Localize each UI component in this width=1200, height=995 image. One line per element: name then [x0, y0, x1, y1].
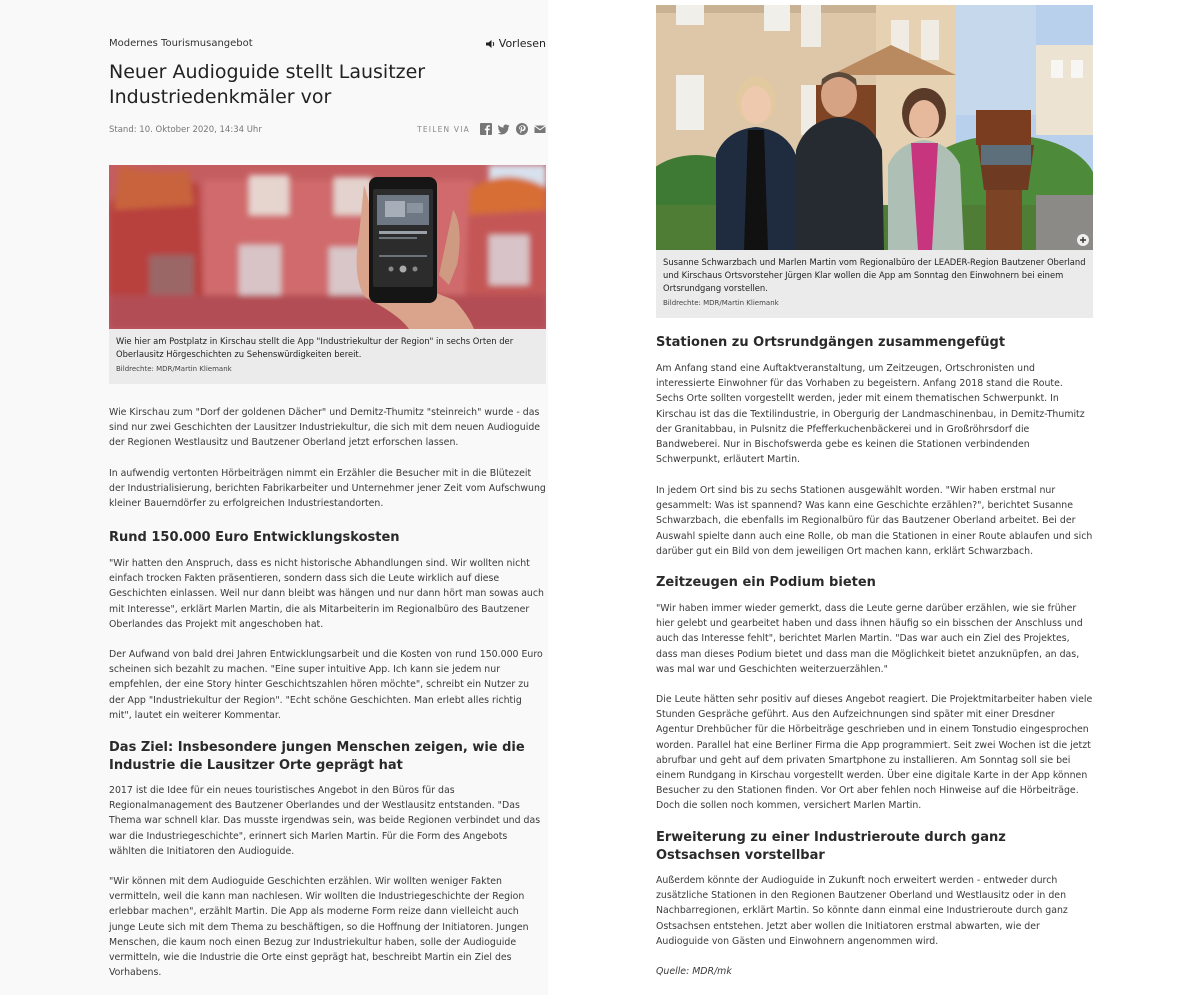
paragraph: Die Leute hätten sehr positiv auf dieses Angebot reagiert. Die Projektmitarbeiter haben viele Stunden Gespräche geführt. Aus den Aufzeichnungen sind später mit einer Dresdner Agentur Drehbücher für die Hörbeiträge geschrieben und in einem Tonstudio eingesprochen worden. Parallel hat eine Berliner Firma die App programmiert. Seit zwei Wochen ist die jetzt abrufbar und geht auf dem privaten Smartphone zu installieren. Am Sonntag soll sie bei einem Rundgang in Kirschau vorgestellt werden. Über eine digitale Karte in der App können Besucher zu den Stationen finden. Vor Ort aber fehlen noch Hinweise auf die Hörbeiträge. Doch die sollen noch kommen, versichert Marlen Martin.	[656, 694, 1093, 812]
section-heading: Stationen zu Ortsrundgängen zusammengefügt	[656, 335, 1006, 350]
paragraph: "Wir hatten den Anspruch, dass es nicht historische Abhandlungen sind. Wir wollten nicht einfach trocken Fakten präsentieren, sondern dass sich die Leute wirklich auf diese Geschichten einlassen. Weil nur dann bleibt was hängen und nur dann hört man sowas auch mit Interesse", erklärt Marlen Martin, die als Mitarbeiterin im Regionalbüro des Bautzener Oberlandes das Projekt mit angeschoben hat.	[109, 558, 544, 630]
paragraph: Am Anfang stand eine Auftaktveranstaltung, um Zeitzeugen, Ortschronisten und interessierte Einwohner für das Vorhaben zu begeistern. Anfang 2018 stand die Route. Sechs Orte sollten vorgestellt werden, jeder mit einem thematischen Schwerpunkt. In Kirschau ist das die Textilindustrie, in Obergurig der Landmaschinenbau, in Demitz-Thumitz der Granitabbau, in Pulsnitz die Pfefferkuchenbäckerei und in Großröhrsdorf die Bandweberei. Nur in Bischofswerda gebe es keinen die Stationen verbindenden Schwerpunkt, erläutert Martin.	[656, 363, 1085, 466]
zoom-icon[interactable]	[1077, 234, 1089, 246]
article-title: Neuer Audioguide stellt Lausitzer Industriedenkmäler vor	[109, 61, 426, 108]
read-aloud-label: Vorlesen	[498, 37, 546, 50]
facebook-icon[interactable]	[480, 123, 492, 135]
article-topline	[109, 38, 546, 54]
paragraph: "Wir können mit dem Audioguide Geschichten erzählen. Wir wollten weniger Fakten vermitteln, weil die kann man nachlesen. Wir wollten die Industriegeschichte der Region erlebbar machen", erzählt Martin. Die App als moderne Form reize dann vielleicht auch junge Leute sich mit dem Thema zu beschäftigen, so die Hoffnung der Initiatoren. Jungen Menschen, die kaum noch einen Bezug zur Industriekultur haben, solle der Audioguide vermitteln, wie die Industrie die Orte einst geprägt hat, beschreibt Martin ein Ziel des Vorhabens.	[109, 876, 529, 979]
article-date: Stand: 10. Oktober 2020, 14:34 Uhr	[109, 125, 262, 135]
hero-image	[109, 165, 546, 329]
article-kicker: Modernes Tourismusangebot	[109, 38, 253, 49]
paragraph: Wie Kirschau zum "Dorf der goldenen Dächer" und Demitz-Thumitz "steinreich" wurde - das sind nur zwei Geschichten der Lausitzer Industriekultur, die sich mit dem neuen Audioguide der Regionen Westlausitz und Bautzener Oberland jetzt erforschen lassen.	[109, 407, 541, 449]
paragraph: In jedem Ort sind bis zu sechs Stationen ausgewählt worden. "Wir haben erstmal nur gesammelt: Was ist spannend? Was kann eine Geschichte erzählen?", berichtet Susanne Schwarzbach, die ebenfalls im Regionalbüro für das Bautzener Oberland arbeitet. Bei der Auswahl spielte dann auch eine Rolle, ob man die Stationen in einer Route ablaufen und sich darüber gut ein Bild von dem jeweiligen Ort machen kann, erklärt Schwarzbach.	[656, 485, 1093, 557]
article-meta	[109, 123, 546, 139]
paragraph: In aufwendig vertonten Hörbeiträgen nimmt ein Erzähler die Besucher mit in die Blütezeit der Industrialisierung, berichten Fabrikarbeiter und Unternehmer jener Zeit vom Aufschwung kleiner Bauerndörfer zu erfolgreichen Industriestandorten.	[109, 468, 546, 510]
photo-caption-text: Susanne Schwarzbach und Marlen Martin vom Regionalbüro der LEADER-Region Bautzener Oberland und Kirschaus Ortsvorsteher Jürgen Klar wollen die App am Sonntag den Einwohnern bei einem Ortsrundgang vorstellen.	[663, 257, 1086, 293]
read-aloud-button[interactable]	[486, 37, 546, 50]
mail-icon[interactable]	[534, 123, 546, 135]
paragraph: Außerdem könnte der Audioguide in Zukunft noch erweitert werden - entweder durch zusätzliche Stationen in den Regionen Bautzener Oberland und Westlausitz oder in den Nachbarregionen, erklärt Martin. So könnte dann einmal eine Industrieroute durch ganz Ostsachsen entstehen. Jetzt aber wollen die Initiatoren erstmal abwarten, wie der Audioguide von Gästen und Einwohnern angenommen wird.	[656, 875, 1068, 947]
right-column	[656, 0, 1093, 995]
section-heading: Erweiterung zu einer Industrieroute durch ganz Ostsachsen vorstellbar	[656, 830, 1006, 863]
source-line: Quelle: MDR/mk	[656, 966, 732, 977]
paragraph: "Wir haben immer wieder gemerkt, dass die Leute gerne darüber erzählen, wie sie früher hier gelebt und gearbeitet haben und dass ihnen häufig so ein bisschen der Anschluss und auch das Interesse fehlt", berichtet Marlen Martin. "Das war auch ein Ziel des Projektes, dass man dieses Podium bietet und dass man die Möglichkeit bietet anzuknüpfen, an das, was mal war und Geschichten weiterzuerzählen."	[656, 603, 1083, 675]
section-heading: Das Ziel: Insbesondere jungen Menschen zeigen, wie die Industrie die Lausitzer Orte geprägt hat	[109, 740, 525, 773]
photo-credit: Bildrechte: MDR/Martin Kliemank	[663, 299, 779, 307]
pinterest-icon[interactable]	[516, 123, 528, 135]
section-heading: Zeitzeugen ein Podium bieten	[656, 575, 876, 590]
people-photo	[656, 5, 1093, 250]
hero-image-credit: Bildrechte: MDR/Martin Kliemank	[116, 365, 232, 373]
speaker-icon	[486, 39, 496, 49]
section-heading: Rund 150.000 Euro Entwicklungskosten	[109, 530, 400, 545]
share-label: TEILEN VIA	[417, 124, 470, 134]
hero-image-graphic	[109, 165, 546, 329]
hero-caption-text: Wie hier am Postplatz in Kirschau stellt die App "Industriekultur der Region" in sechs Orten der Oberlausitz Hörgeschichten zu Sehenswürdigkeiten bereit.	[116, 336, 514, 359]
photo-caption	[656, 250, 1093, 318]
share-bar	[417, 123, 546, 135]
paragraph: Der Aufwand von bald drei Jahren Entwicklungsarbeit und die Kosten von rund 150.000 Euro scheinen sich bezahlt zu machen. "Eine super intuitive App. Ich kann sie jedem nur empfehlen, der eine Story hinter Geschichtszahlen hören möchte", schreibt ein Nutzer zu der App "Industriekultur der Region". "Echt schöne Geschichten. Man erlebt alles richtig mit", lautet ein weiterer Kommentar.	[109, 649, 543, 721]
people-photo-graphic	[656, 5, 1093, 250]
paragraph: 2017 ist die Idee für ein neues touristisches Angebot in den Büros für das Regionalmanagement des Bautzener Oberlandes und der Westlausitz entstanden. "Das Thema war schnell klar. Das musste irgendwas sein, was beide Regionen verbindet und das war die Industriegeschichte", erinnert sich Marlen Martin. Für die Form des Angebots wählten die Initiatoren den Audioguide.	[109, 785, 541, 857]
twitter-icon[interactable]	[498, 123, 510, 135]
hero-caption	[109, 329, 546, 384]
